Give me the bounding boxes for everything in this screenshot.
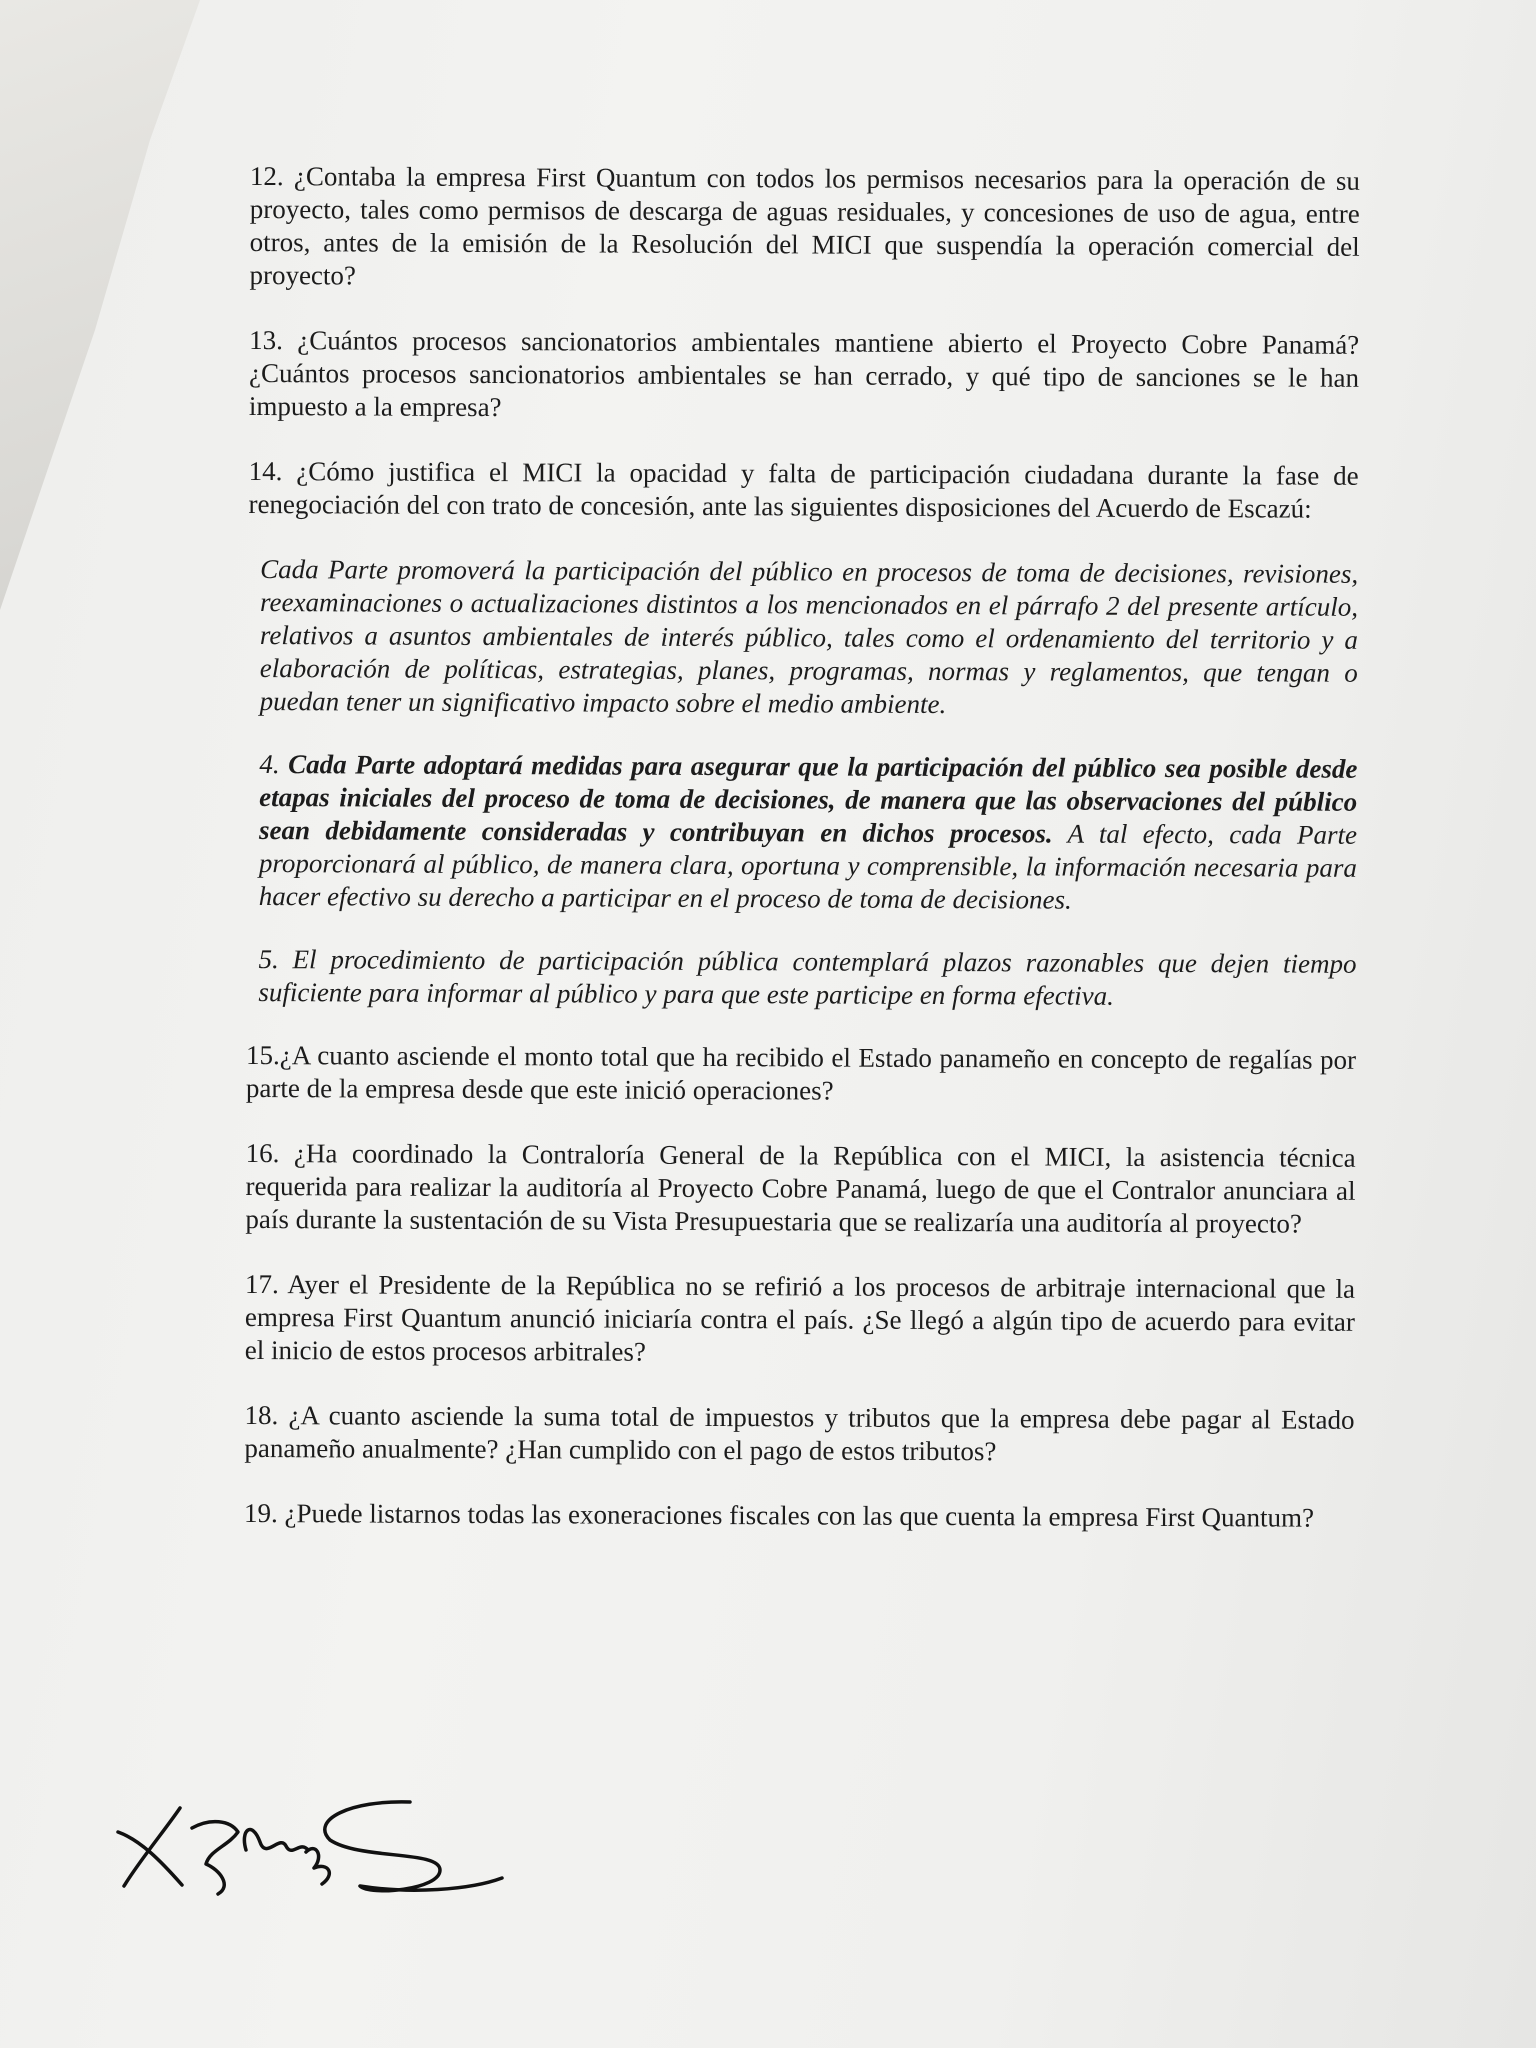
document-body <box>244 160 1360 1567</box>
escazu-quote-paragraph-5: 5. El procedimiento de participación pública contemplará plazos razonables que dejen tiempo suficiente para informar al público y para que este participe en forma efectiva. <box>258 944 1357 1011</box>
question-19: 19. ¿Puede listarnos todas las exoneraciones fiscales con las que cuenta la empresa First Quantum? <box>244 1497 1315 1533</box>
question-15: 15.¿A cuanto asciende el monto total que ha recibido el Estado panameño en concepto de regalías por parte de la empresa desde que este inició operaciones? <box>245 1039 1357 1106</box>
question-14: 14. ¿Cómo justifica el MICI la opacidad y falta de participación ciudadana durante la fase de renegociación del con trato de concesión, ante las siguientes disposiciones del Acuerdo de Escazú: <box>248 455 1359 524</box>
quote-4-bold-text: Cada Parte adoptará medidas para asegurar que la participación del público sea posible desde etapas iniciales del proceso de toma de decisiones, de manera que las observaciones del público sean debidamente consideradas y contribuyan en dichos procesos. <box>259 749 1358 849</box>
handwritten-signature <box>110 1790 510 1900</box>
quote-4-rest-text: A tal efecto, cada Parte proporcionará al público, de manera clara, oportuna y comprensible, la información necesaria para hacer efectivo su derecho a participar en el proceso de toma de decisiones. <box>258 818 1358 915</box>
escazu-quote-paragraph-4 <box>259 748 1358 918</box>
question-13: 13. ¿Cuántos procesos sancionatorios ambientales mantiene abierto el Proyecto Cobre Panamá? ¿Cuántos procesos sancionatorios ambientales se han cerrado, y qué tipo de sanciones se le han impuesto a la empresa? <box>248 324 1360 423</box>
question-12: 12. ¿Contaba la empresa First Quantum con todos los permisos necesarios para la operación de su proyecto, tales como permisos de descarga de aguas residuales, y concesiones de uso de agua, entre otros, antes de la emisión de la Resolución del MICI que suspendía la operación comercial del proyecto? <box>249 160 1360 291</box>
quote-4-number: 4. <box>259 749 289 780</box>
escazu-quote-paragraph-3: Cada Parte promoverá la participación del público en procesos de toma de decisiones, revisiones, reexaminaciones o actualizaciones distintos a los mencionados en el párrafo 2 del presente artículo, relativos a asuntos ambientales de interés público, tales como el ordenamiento del territorio y a elaboración de políticas, estrategias, planes, programas, normas y reglamentos, que tengan o puedan tener un significativo impacto sobre el medio ambiente. <box>259 554 1359 720</box>
question-17: 17. Ayer el Presidente de la República no se refirió a los procesos de arbitraje internacional que la empresa First Quantum anunció iniciaría contra el país. ¿Se llegó a algún tipo de acuerdo para evitar el inicio de estos procesos arbitrales? <box>244 1268 1356 1367</box>
question-18: 18. ¿A cuanto asciende la suma total de impuestos y tributos que la empresa debe pagar al Estado panameño anualmente? ¿Han cumplido con el pago de estos tributos? <box>244 1399 1355 1467</box>
question-16: 16. ¿Ha coordinado la Contraloría General de la República con el MICI, la asistencia técnica requerida para realizar la auditoría al Proyecto Cobre Panamá, luego de que el Contralor anunciara al país durante la sustentación de su Vista Presupuestaria que se realizaría una auditoría al proyecto? <box>245 1137 1356 1239</box>
